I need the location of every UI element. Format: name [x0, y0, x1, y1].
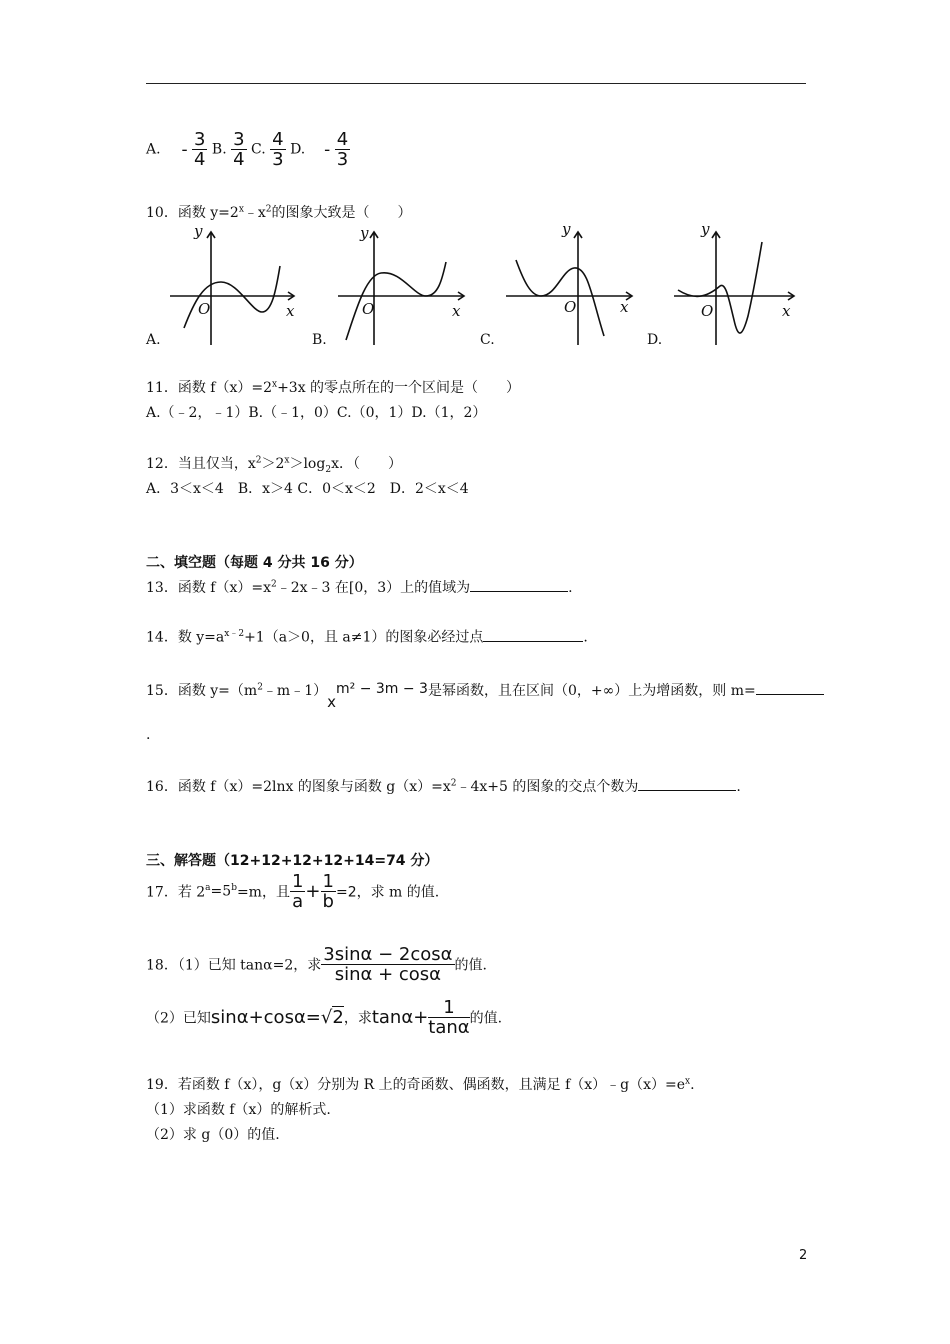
graph-a [170, 232, 294, 345]
q14-stem: 14．数 $y=a^{x﹣2}+1(a>0$，且 a≠1）的图象必经过点 . [146, 629, 588, 646]
q9-option-c-fraction: $\frac{4}{3}$ [272, 129, 284, 170]
q15-answer-blank [756, 682, 824, 695]
q9-option-c-label: C. [251, 141, 266, 158]
q10-stem: 10．函数 $y=2^x﹣x^2$的图象大致是（ ） [146, 204, 412, 221]
q15-end-dot: . [146, 727, 151, 743]
header-rule [146, 83, 806, 84]
q19-part2: （2）求 g（0）的值. [146, 1127, 280, 1143]
q10-label-d: D. [647, 332, 663, 348]
graph-b-origin: O [362, 300, 375, 318]
graph-a-y-label: y [194, 222, 203, 240]
q18-trig-fraction: $\frac{3\sin\alpha - 2\cos\alpha}{\sin\alpha + \cos\alpha}$ [323, 944, 453, 985]
q15-power-exponent: m² − 3m − 3 [336, 681, 428, 697]
q9-option-d-label: D. [290, 141, 306, 158]
q11-stem: 11．函数 $f(x)=2^x+3x$ 的零点所在的一个区间是（ ） [146, 379, 521, 396]
q9-option-d-fraction: $\frac{4}{3}$ [336, 129, 349, 170]
q9-option-b-fraction: $\frac{3}{4}$ [233, 129, 245, 170]
q13-answer-blank [470, 579, 568, 592]
q18-sqrt-radicand: 2 [332, 1007, 344, 1028]
q9-options [146, 130, 350, 169]
q16-answer-blank [638, 778, 736, 791]
q13-stem: 13．函数 $f(x)=x^2﹣2x﹣3$ 在[0，3）上的值域为 . [146, 579, 573, 596]
q10-graphs [146, 220, 806, 355]
graph-b [338, 232, 464, 345]
q9-option-b-label: B. [211, 141, 227, 158]
graph-d [674, 232, 794, 345]
q11-options: A.（﹣2，﹣1）B.（﹣1，0）C.（0，1）D.（1，2） [146, 405, 487, 421]
graph-b-x-label: x [452, 302, 461, 320]
q19-stem: 19．若函数 f（x），g（x）分别为 R 上的奇函数、偶函数，且满足 $f(x)﹣g(x)=e^x$. [146, 1076, 695, 1093]
graph-a-x-label: x [286, 302, 295, 320]
q15-power-base: x [327, 693, 336, 711]
q10-label-b: B. [312, 332, 327, 348]
q17-fraction-1-over-b: $\frac{1}{b}$ [322, 871, 334, 912]
q18-part2: （2）已知sinα+cosα=√2，求tanα+ $\frac{1}{\tan\alpha}$ 的值. [146, 997, 503, 1038]
q9-option-a-label: A. [146, 141, 161, 158]
q12-options: A．3＜x＜4 B．x＞4 C．0＜x＜2 D．2＜x＜4 [146, 481, 469, 497]
section-2-heading: 二、填空题（每题 4 分共 16 分） [146, 555, 363, 571]
q12-stem: 12．当且仅当，$x^2>2^x>\log_2x$．（ ） [146, 455, 402, 475]
graph-d-x-label: x [782, 302, 791, 320]
q17-stem: 17．若 $2^a=5^b=m$，且 $\frac{1}{a}$ + $\frac{1}{b}$ =2，求 m 的值. [146, 871, 440, 912]
q19-part1: （1）求函数 f（x）的解析式. [146, 1102, 331, 1118]
sqrt-symbol: √ [320, 1007, 333, 1028]
page-number: 2 [799, 1248, 808, 1263]
graph-b-y-label: y [360, 224, 369, 242]
graph-c-x-label: x [620, 298, 629, 316]
q9-option-a-fraction: $\frac{3}{4}$ [194, 129, 206, 170]
graph-c-origin: O [564, 298, 577, 316]
q10-label-c: C. [480, 332, 495, 348]
q15-stem: 15．函数 $y=(m^2﹣m﹣1)xm^2 - 3m - 3$是幂函数，且在区间（0，+∞）上为增函数，则 m= [146, 680, 824, 700]
graph-d-y-label: y [701, 220, 710, 238]
graph-c-y-label: y [562, 220, 571, 238]
q16-stem: 16．函数 f（x）=2lnx 的图象与函数 $g(x)=x^2﹣4x+5$ 的图象的交点个数为 . [146, 778, 741, 795]
q18-part1: 18．（1）已知 tanα=2，求 $\frac{3\sin\alpha - 2\cos\alpha}{\sin\alpha + \cos\alpha}$ 的值. [146, 944, 487, 985]
graph-a-origin: O [198, 300, 211, 318]
q18-reciprocal-tan-fraction: $\frac{1}{\tan\alpha}$ [428, 997, 470, 1038]
graph-c [506, 232, 632, 345]
graph-d-origin: O [701, 302, 714, 320]
q10-label-a: A. [146, 332, 161, 348]
section-3-heading: 三、解答题（12+12+12+12+14=74 分） [146, 853, 439, 869]
q9-option-d-sign: - [324, 139, 331, 160]
q14-answer-blank [483, 629, 583, 642]
q9-option-a-sign: - [181, 139, 188, 160]
q17-fraction-1-over-a: $\frac{1}{a}$ [291, 871, 304, 912]
